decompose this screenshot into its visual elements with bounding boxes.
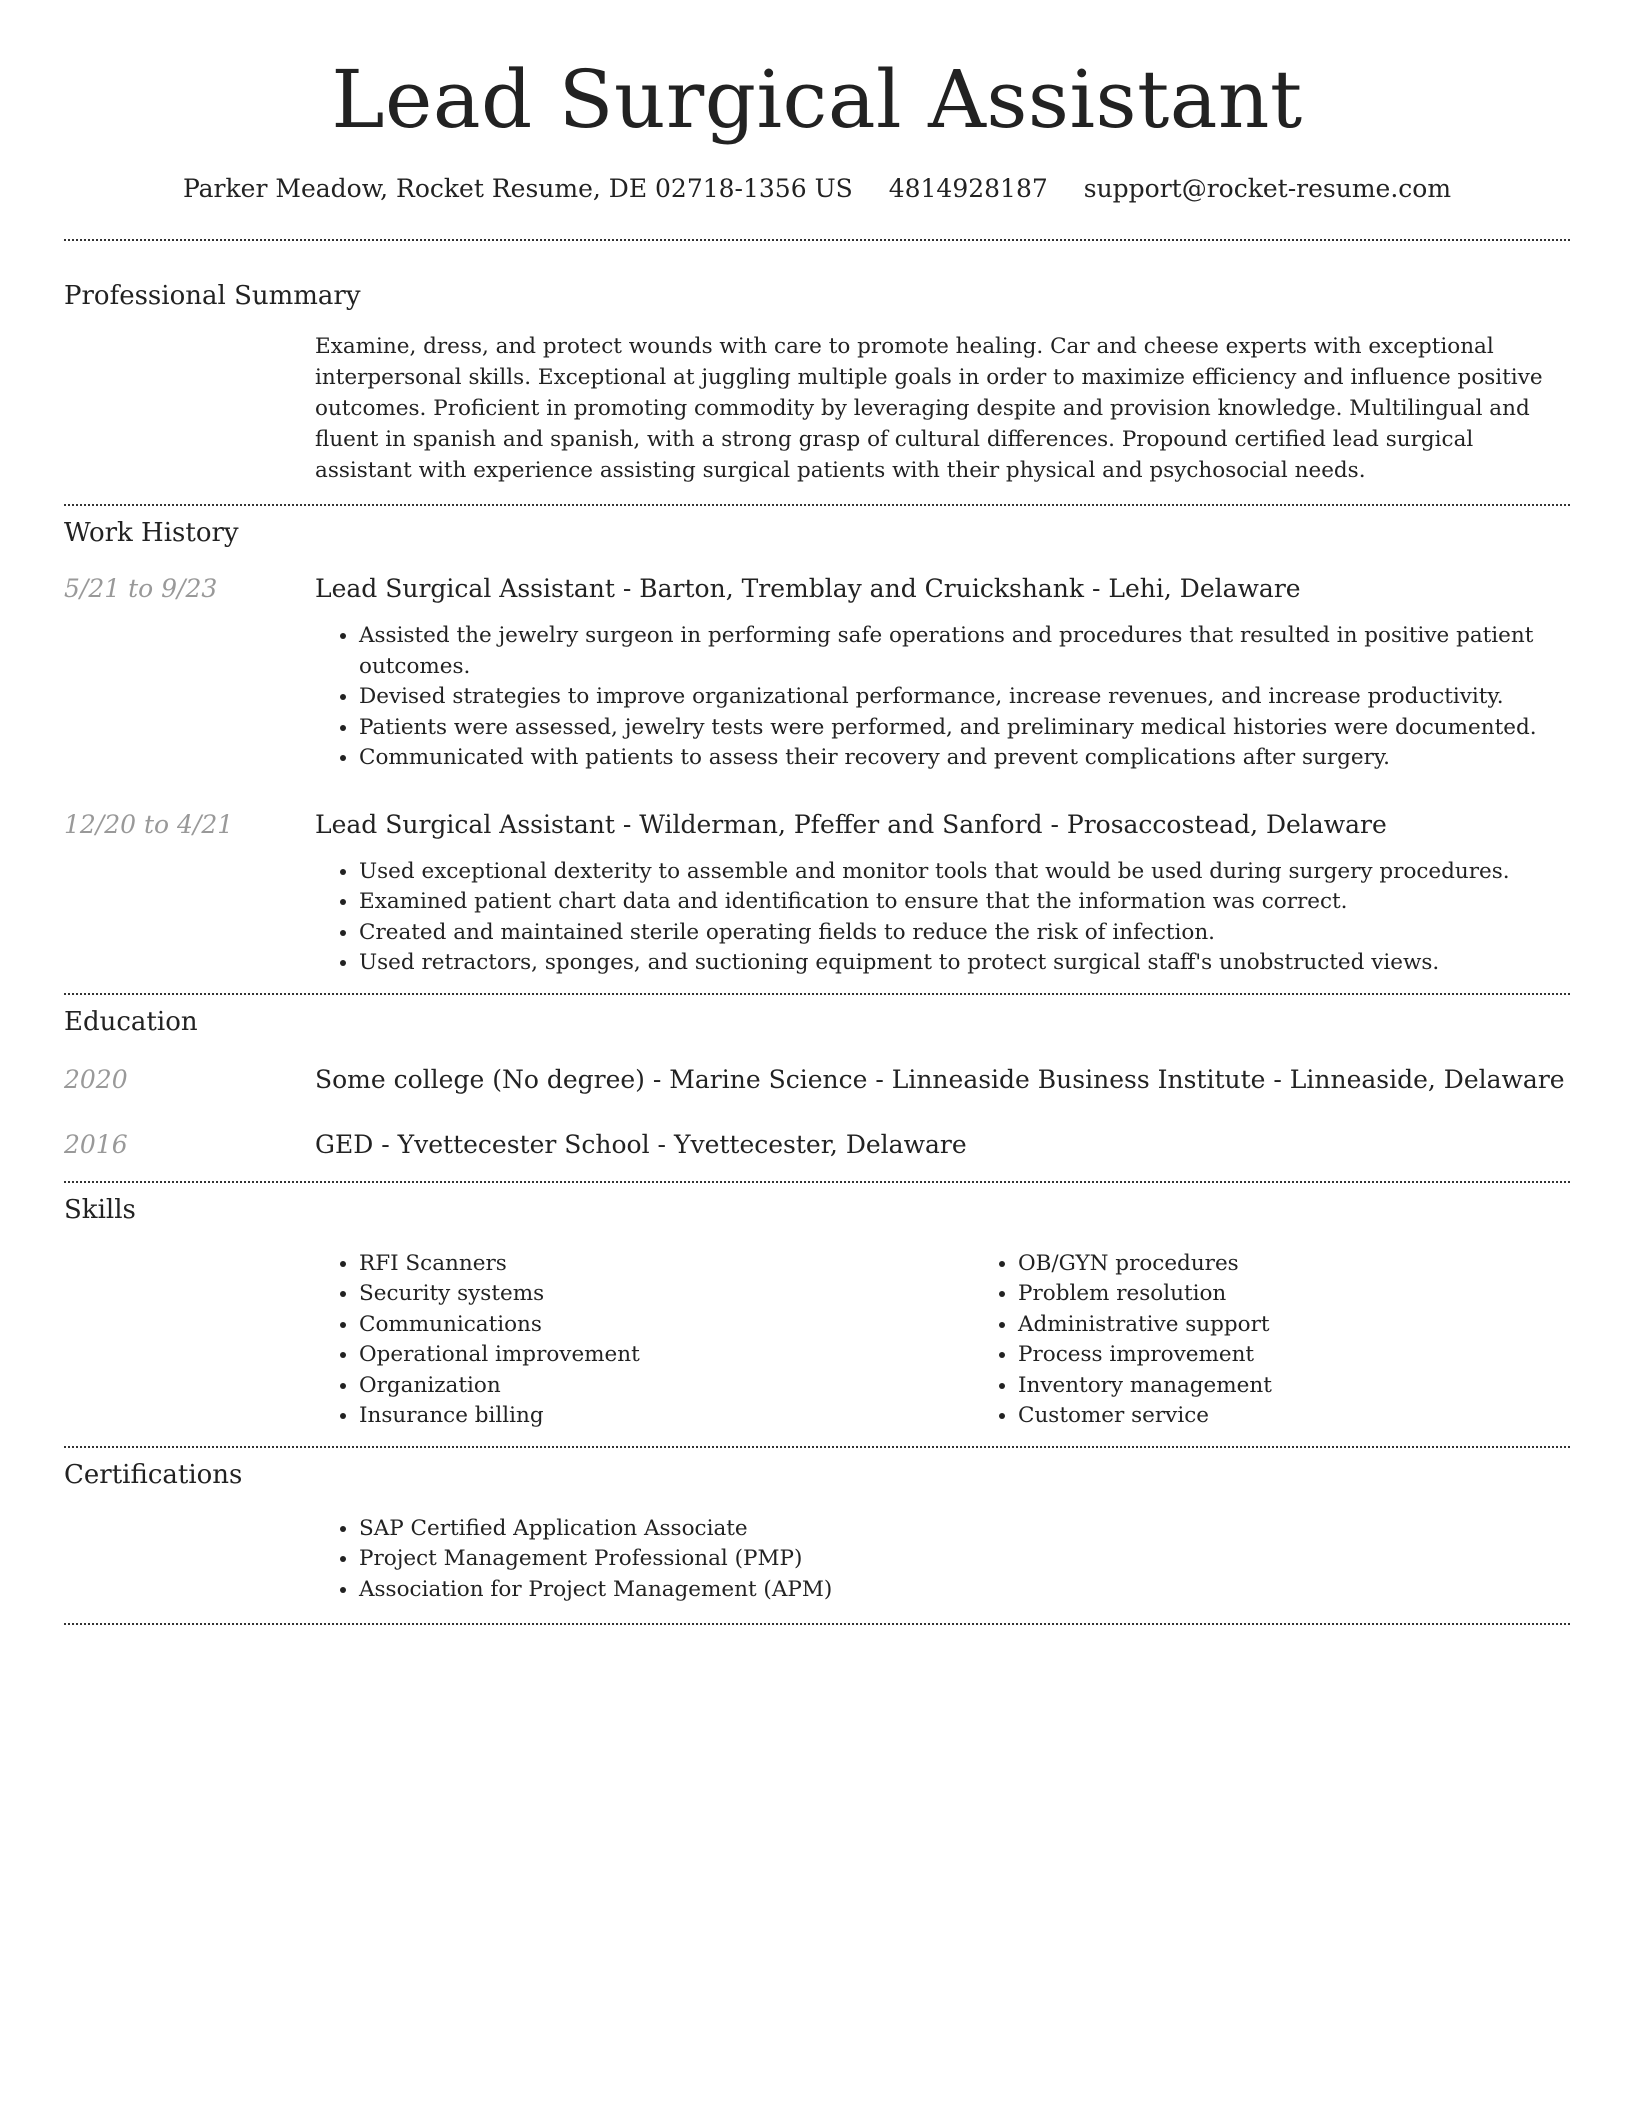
list-item: • Used retractors, sponges, and suctioning equipment to protect surgical staff's unobstructed views. — [359, 948, 1570, 979]
list-item: • Process improvement — [1018, 1340, 1632, 1371]
section-divider — [64, 1623, 1570, 1625]
job-entry — [64, 574, 1570, 774]
skills-section-title: Skills — [64, 1194, 136, 1225]
list-item: • Organization — [359, 1371, 974, 1402]
list-item: • Examined patient chart data and identification to ensure that the information was correct. — [359, 887, 1570, 918]
education-heading — [315, 1130, 1570, 1159]
education-entry — [64, 1065, 1570, 1094]
list-item: • Communicated with patients to assess their recovery and prevent complications after surgery. — [359, 743, 1570, 774]
job-details: - Wilderman, Pfeffer and Sanford - Prosaccostead, Delaware — [614, 809, 1387, 839]
work-section-title: Work History — [64, 518, 239, 548]
job-role: Lead Surgical Assistant — [315, 574, 615, 603]
job-bullets — [315, 621, 1570, 774]
section-divider — [64, 1181, 1570, 1183]
job-heading — [315, 810, 1570, 839]
job-entry — [64, 810, 1570, 979]
skills-grid — [315, 1249, 1632, 1432]
contact-line — [64, 174, 1570, 203]
list-item: • Used exceptional dexterity to assemble and monitor tools that would be used during surgery procedures. — [359, 857, 1570, 888]
section-divider — [64, 239, 1570, 241]
summary-text: Examine, dress, and protect wounds with care to promote healing. Car and cheese experts with exceptional interpersonal skills. Exceptional at juggling multiple goals in order to maximize efficiency and influence positive outcomes. Proficient in promoting commodity by leveraging despite and provision knowledge. Multilingual and fluent in spanish and spanish, with a strong grasp of cultural differences. Propound certified lead surgical assistant with experience assisting surgical patients with their physical and psychosocial needs. — [315, 334, 1543, 483]
list-item: • Communications — [359, 1310, 974, 1341]
contact-address: Parker Meadow, Rocket Resume, DE 02718-1356 US — [182, 174, 853, 203]
education-entry — [64, 1130, 1570, 1159]
list-item: • Project Management Professional (PMP) — [359, 1544, 1570, 1575]
list-item: • OB/GYN procedures — [1018, 1249, 1632, 1280]
section-divider — [64, 1446, 1570, 1448]
contact-email: support@rocket-resume.com — [1083, 174, 1452, 203]
list-item: • Operational improvement — [359, 1340, 974, 1371]
job-heading — [315, 574, 1570, 603]
list-item: • Assisted the jewelry surgeon in performing safe operations and procedures that resulted in positive patient outcomes. — [359, 621, 1570, 682]
skills-list-right — [974, 1249, 1632, 1432]
education-degree: GED — [315, 1129, 374, 1159]
contact-phone: 4814928187 — [888, 174, 1048, 203]
education-details: - Yvettecester School - Yvettecester, Delaware — [373, 1129, 967, 1159]
job-bullets — [315, 857, 1570, 979]
education-heading — [315, 1065, 1570, 1094]
list-item: • RFI Scanners — [359, 1249, 974, 1280]
list-item: • Patients were assessed, jewelry tests were performed, and preliminary medical histories were documented. — [359, 713, 1570, 744]
list-item: • Devised strategies to improve organizational performance, increase revenues, and increase productivity. — [359, 682, 1570, 713]
certifications-section-title: Certifications — [64, 1459, 243, 1490]
summary-row — [64, 331, 1570, 486]
certifications-row — [64, 1514, 1570, 1606]
job-dates: 12/20 to 4/21 — [64, 809, 234, 839]
summary-section-title: Professional Summary — [64, 281, 361, 311]
education-year: 2020 — [64, 1064, 128, 1094]
list-item: • Problem resolution — [1018, 1279, 1632, 1310]
section-divider — [64, 993, 1570, 995]
resume-name: Lead Surgical Assistant — [331, 53, 1303, 146]
education-degree: Some college (No degree) - Marine Science — [315, 1064, 868, 1094]
skills-list-left — [315, 1249, 974, 1432]
certifications-list — [315, 1514, 1570, 1606]
list-item: • Administrative support — [1018, 1310, 1632, 1341]
job-role: Lead Surgical Assistant — [315, 809, 615, 839]
list-item: • Inventory management — [1018, 1371, 1632, 1402]
list-item: • Customer service — [1018, 1401, 1632, 1432]
job-details: - Barton, Tremblay and Cruickshank - Lehi, Delaware — [614, 574, 1301, 603]
education-details: - Linneaside Business Institute - Linneaside, Delaware — [867, 1064, 1565, 1094]
skills-row — [64, 1249, 1570, 1432]
list-item: • Insurance billing — [359, 1401, 974, 1432]
resume-page — [64, 0, 1570, 1625]
list-item: • SAP Certified Application Associate — [359, 1514, 1570, 1545]
education-year: 2016 — [64, 1129, 128, 1159]
education-section-title: Education — [64, 1006, 198, 1037]
section-divider — [64, 504, 1570, 506]
job-dates: 5/21 to 9/23 — [64, 574, 218, 603]
list-item: • Association for Project Management (APM) — [359, 1575, 1570, 1606]
list-item: • Security systems — [359, 1279, 974, 1310]
list-item: • Created and maintained sterile operating fields to reduce the risk of infection. — [359, 918, 1570, 949]
